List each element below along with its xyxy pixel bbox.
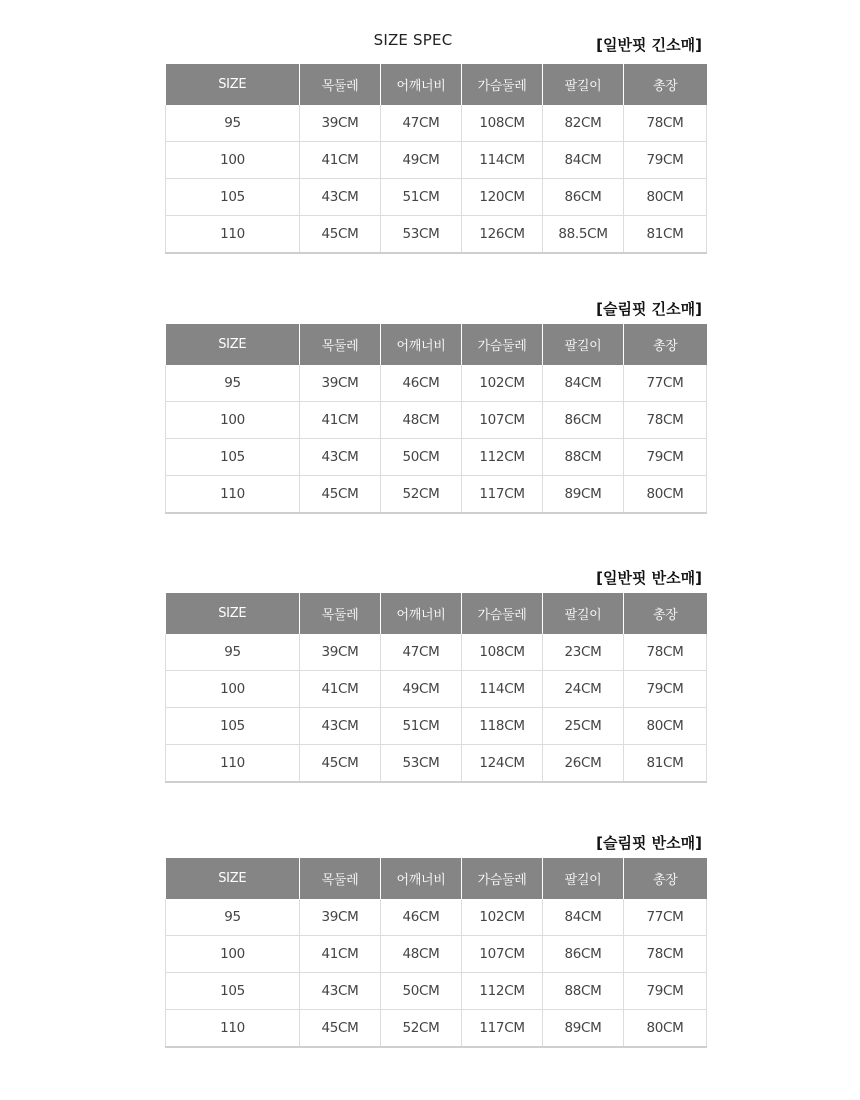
cell-neck: 43CM [300,439,381,476]
cell-neck: 45CM [300,745,381,783]
table-row [166,476,707,514]
cell-sleeve: 84CM [543,899,624,936]
page-title: SIZE SPEC [373,31,453,49]
header-size: SIZE [166,858,300,899]
cell-size: 105 [166,179,300,216]
cell-sleeve: 23CM [543,634,624,671]
header-chest: 가슴둘레 [462,324,543,365]
cell-neck: 45CM [300,216,381,254]
section-label: [슬림핏 반소매] [596,834,702,852]
cell-chest: 108CM [462,634,543,671]
cell-shoulder: 47CM [381,634,462,671]
size-table-section-1 [165,34,706,256]
header-shoulder: 어깨너비 [381,64,462,105]
header-sleeve: 팔길이 [543,858,624,899]
cell-chest: 114CM [462,142,543,179]
table-row [166,1010,707,1048]
cell-size: 110 [166,745,300,783]
table-header-row [166,593,707,634]
cell-neck: 39CM [300,365,381,402]
cell-size: 100 [166,936,300,973]
table-row [166,936,707,973]
cell-size: 110 [166,216,300,254]
table-row [166,105,707,142]
cell-sleeve: 25CM [543,708,624,745]
table-row [166,634,707,671]
cell-shoulder: 49CM [381,142,462,179]
cell-neck: 43CM [300,973,381,1010]
header-length: 총장 [624,858,707,899]
cell-length: 78CM [624,936,707,973]
cell-chest: 120CM [462,179,543,216]
table-header-row [166,324,707,365]
cell-length: 80CM [624,1010,707,1048]
cell-size: 105 [166,708,300,745]
size-table-section-4 [165,832,706,1054]
table-row [166,179,707,216]
cell-shoulder: 51CM [381,179,462,216]
table-row [166,402,707,439]
header-chest: 가슴둘레 [462,593,543,634]
cell-neck: 45CM [300,476,381,514]
size-spec-table [165,593,707,783]
header-sleeve: 팔길이 [543,324,624,365]
cell-size: 95 [166,634,300,671]
cell-length: 80CM [624,179,707,216]
cell-chest: 126CM [462,216,543,254]
size-spec-table [165,324,707,514]
cell-size: 100 [166,142,300,179]
header-shoulder: 어깨너비 [381,858,462,899]
table-row [166,142,707,179]
cell-size: 95 [166,899,300,936]
table-row [166,973,707,1010]
cell-sleeve: 89CM [543,476,624,514]
cell-shoulder: 52CM [381,1010,462,1048]
header-length: 총장 [624,593,707,634]
cell-shoulder: 53CM [381,745,462,783]
cell-length: 78CM [624,402,707,439]
table-row [166,439,707,476]
header-size: SIZE [166,324,300,365]
header-shoulder: 어깨너비 [381,324,462,365]
cell-chest: 112CM [462,973,543,1010]
size-spec-table [165,858,707,1048]
cell-shoulder: 46CM [381,365,462,402]
cell-length: 78CM [624,105,707,142]
cell-chest: 124CM [462,745,543,783]
cell-sleeve: 88CM [543,439,624,476]
size-table-section-2 [165,298,706,520]
cell-shoulder: 49CM [381,671,462,708]
cell-length: 77CM [624,899,707,936]
cell-size: 100 [166,671,300,708]
cell-neck: 39CM [300,105,381,142]
cell-neck: 41CM [300,936,381,973]
header-neck: 목둘레 [300,324,381,365]
cell-sleeve: 84CM [543,142,624,179]
table-header-row [166,858,707,899]
header-neck: 목둘레 [300,593,381,634]
cell-sleeve: 82CM [543,105,624,142]
cell-chest: 108CM [462,105,543,142]
cell-length: 77CM [624,365,707,402]
cell-length: 79CM [624,973,707,1010]
cell-neck: 45CM [300,1010,381,1048]
cell-neck: 39CM [300,634,381,671]
table-row [166,899,707,936]
cell-neck: 43CM [300,179,381,216]
cell-sleeve: 24CM [543,671,624,708]
header-neck: 목둘레 [300,64,381,105]
header-neck: 목둘레 [300,858,381,899]
cell-length: 80CM [624,476,707,514]
cell-chest: 107CM [462,402,543,439]
table-row [166,365,707,402]
table-row [166,216,707,254]
size-spec-table [165,64,707,254]
cell-neck: 41CM [300,142,381,179]
table-header-row [166,64,707,105]
cell-size: 95 [166,105,300,142]
cell-size: 110 [166,1010,300,1048]
cell-shoulder: 47CM [381,105,462,142]
cell-size: 95 [166,365,300,402]
header-chest: 가슴둘레 [462,858,543,899]
cell-shoulder: 46CM [381,899,462,936]
cell-length: 79CM [624,142,707,179]
cell-chest: 112CM [462,439,543,476]
cell-shoulder: 50CM [381,439,462,476]
header-length: 총장 [624,64,707,105]
header-shoulder: 어깨너비 [381,593,462,634]
section-label: [슬림핏 긴소매] [596,300,702,318]
cell-chest: 114CM [462,671,543,708]
cell-chest: 102CM [462,899,543,936]
cell-size: 105 [166,973,300,1010]
cell-length: 78CM [624,634,707,671]
cell-length: 79CM [624,439,707,476]
cell-neck: 41CM [300,402,381,439]
header-size: SIZE [166,64,300,105]
cell-sleeve: 88CM [543,973,624,1010]
header-sleeve: 팔길이 [543,593,624,634]
header-sleeve: 팔길이 [543,64,624,105]
cell-sleeve: 88.5CM [543,216,624,254]
cell-sleeve: 86CM [543,402,624,439]
cell-length: 81CM [624,745,707,783]
cell-sleeve: 84CM [543,365,624,402]
cell-shoulder: 52CM [381,476,462,514]
cell-sleeve: 86CM [543,179,624,216]
table-row [166,708,707,745]
table-row [166,671,707,708]
cell-sleeve: 86CM [543,936,624,973]
cell-length: 79CM [624,671,707,708]
cell-length: 80CM [624,708,707,745]
cell-chest: 107CM [462,936,543,973]
header-length: 총장 [624,324,707,365]
size-table-section-3 [165,567,706,789]
section-label: [일반핏 긴소매] [596,36,702,54]
cell-shoulder: 48CM [381,936,462,973]
cell-shoulder: 53CM [381,216,462,254]
cell-chest: 102CM [462,365,543,402]
cell-shoulder: 48CM [381,402,462,439]
cell-size: 105 [166,439,300,476]
cell-chest: 118CM [462,708,543,745]
cell-neck: 41CM [300,671,381,708]
cell-chest: 117CM [462,1010,543,1048]
cell-neck: 43CM [300,708,381,745]
cell-length: 81CM [624,216,707,254]
cell-size: 110 [166,476,300,514]
cell-shoulder: 51CM [381,708,462,745]
cell-sleeve: 89CM [543,1010,624,1048]
header-size: SIZE [166,593,300,634]
cell-size: 100 [166,402,300,439]
cell-sleeve: 26CM [543,745,624,783]
cell-shoulder: 50CM [381,973,462,1010]
section-label: [일반핏 반소매] [596,569,702,587]
header-chest: 가슴둘레 [462,64,543,105]
cell-neck: 39CM [300,899,381,936]
table-row [166,745,707,783]
cell-chest: 117CM [462,476,543,514]
